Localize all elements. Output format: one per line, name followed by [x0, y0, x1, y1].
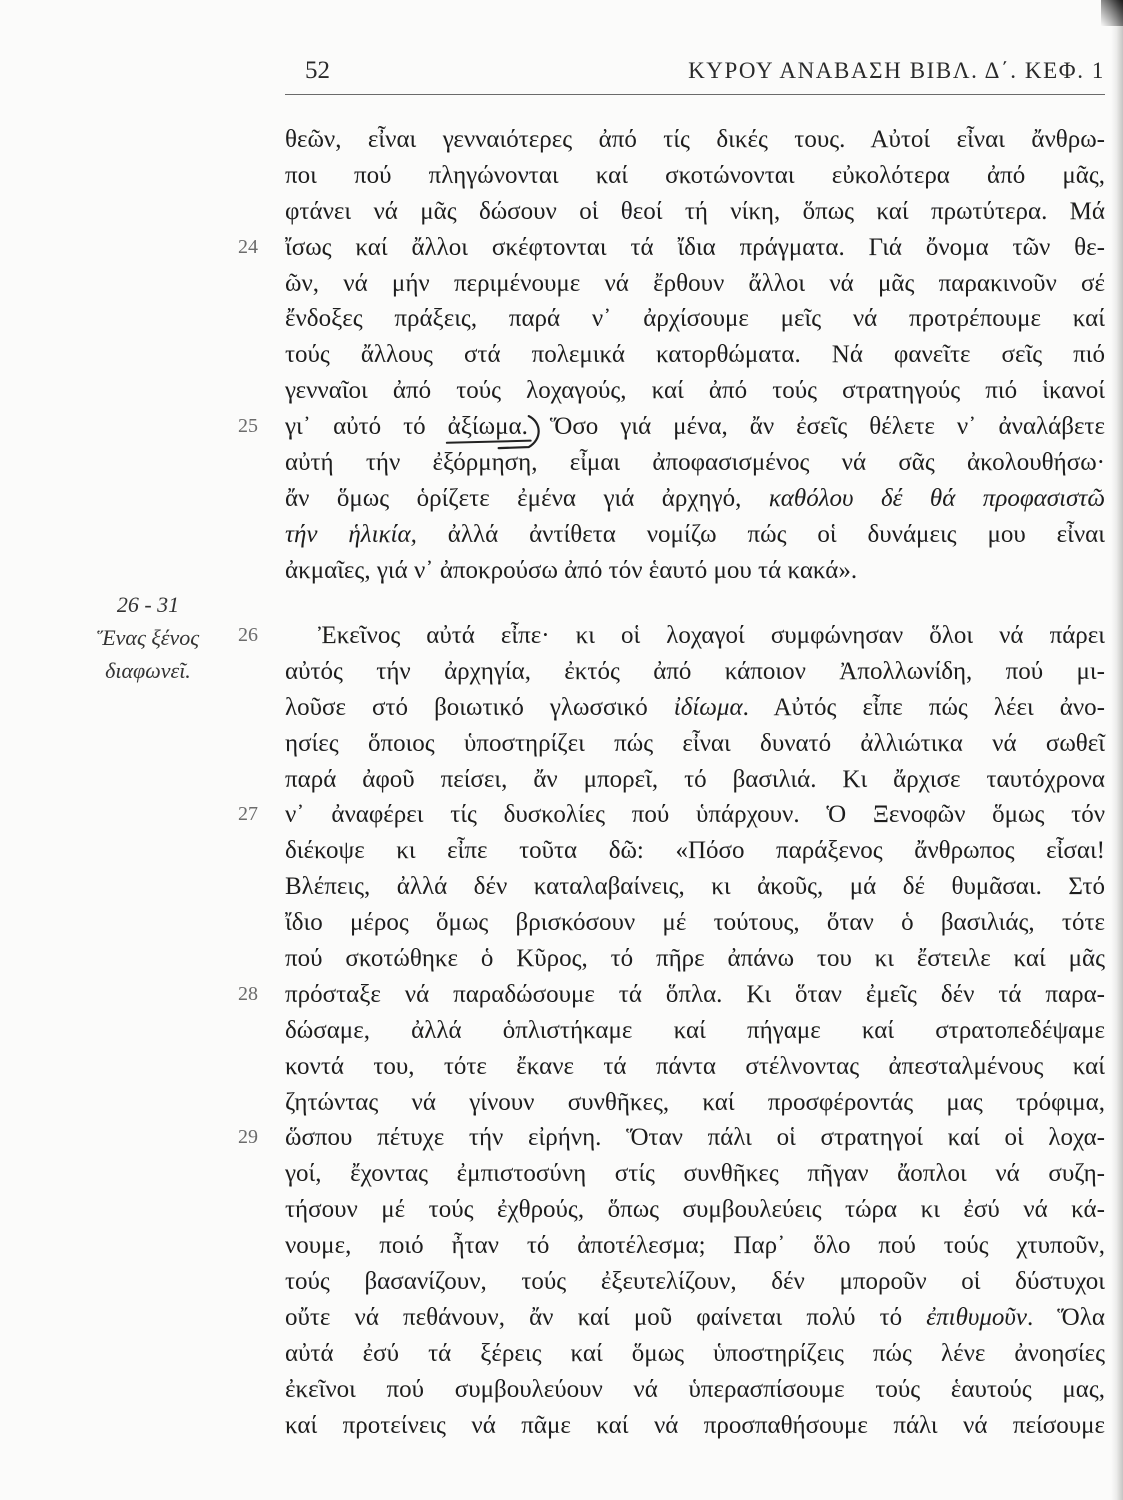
margin-note-title-line-1: Ἕνας ξένος: [96, 625, 200, 650]
text-line: [285, 266, 1105, 302]
section-number: 27: [238, 803, 258, 826]
line-text: τούς βασανίζουν, τούς ἐξευτελίζουν, δέν μποροῦν οἱ δύστυχοι: [285, 1268, 1105, 1296]
line-text: οὔτε νά πεθάνουν, ἄν καί μοῦ φαίνεται πολύ τό: [285, 1303, 927, 1331]
line-text: καί προτείνεις νά πᾶμε καί νά προσπαθήσουμε πάλι νά πείσουμε: [285, 1411, 1105, 1439]
line-text: ησίες ὅποιος ὑποστηρίζει πώς εἶναι δυνατό ἀλλιώτικα νά σωθεῖ: [285, 729, 1105, 757]
line-text: ῶν, νά μήν περιμένουμε νά ἔρθουν ἄλλοι νά μᾶς παρακινοῦν σέ: [285, 269, 1105, 297]
text-line: [285, 553, 1105, 589]
italic-text: ἐπιθυμοῦν: [926, 1303, 1027, 1331]
line-text: . Αὐτός εἶπε πώς λέει ἀνο-: [742, 693, 1105, 721]
running-title: ΚΥΡΟΥ ΑΝΑΒΑΣΗ ΒΙΒΛ. Δ΄. ΚΕΦ. 1: [688, 58, 1105, 83]
line-text: τούς ἄλλους στά πολεμικά κατορθώματα. Νά φανεῖτε σεῖς πιό: [285, 341, 1105, 369]
section-number: 24: [238, 235, 258, 258]
line-text: πρόσταξε νά παραδώσουμε τά ὅπλα. Κι ὅταν ἐμεῖς δέν τά παρα-: [285, 980, 1105, 1008]
pen-marked-word: [448, 413, 528, 440]
text-line: [285, 1049, 1105, 1085]
page-number: 52: [305, 57, 330, 84]
line-text: νουμε, ποιό ἦταν τό ἀποτέλεσμα; Παρ᾽ ὅλο πού τούς χτυποῦν,: [285, 1232, 1105, 1260]
text-line: [238, 977, 1105, 1013]
line-text: αὐτά ἐσύ τά ξέρεις καί ὅμως ὑποστηρίζεις πώς λένε ἀνοησίες: [285, 1339, 1105, 1367]
text-line: [238, 409, 1105, 445]
section-number: 28: [238, 982, 258, 1005]
line-text: αὐτός τήν ἀρχηγία, ἐκτός ἀπό κάποιον Ἀπολλωνίδη, πού μι-: [285, 657, 1105, 685]
line-text: πού σκοτώθηκε ὁ Κῦρος, τό πῆρε ἀπάνω του κι ἔστειλε καί μᾶς: [285, 945, 1105, 973]
text-line: [285, 1336, 1105, 1372]
line-text: γενναῖοι ἀπό τούς λοχαγούς, καί ἀπό τούς στρατηγούς πιό ἱκανοί: [285, 377, 1105, 405]
paragraph: [238, 122, 1105, 589]
line-text: ὥσπου πέτυχε τήν εἰρήνη. Ὅταν πάλι οἱ στρατηγοί καί οἱ λοχα-: [285, 1124, 1105, 1152]
line-text: ἴδιο μέρος ὅμως βρισκόσουν μέ τούτους, ὅταν ὁ βασιλιάς, τότε: [285, 909, 1105, 937]
text-line: [238, 618, 1105, 654]
text-line: [285, 726, 1105, 762]
line-text: φτάνει νά μᾶς δώσουν οἱ θεοί τή νίκη, ὅπως καί πρωτύτερα. Μά: [285, 197, 1105, 225]
text-line: [285, 869, 1105, 905]
line-text: γοί, ἔχοντας ἐμπιστοσύνη στίς συνθῆκες πῆγαν ἄοπλοι νά συζη-: [285, 1160, 1105, 1188]
section-number: 25: [238, 415, 258, 438]
text-line: [285, 690, 1105, 726]
text-line: [285, 941, 1105, 977]
line-text: ἀκμαῖες, γιά ν᾽ ἀποκρούσω ἀπό τόν ἑαυτό μου τά κακά».: [285, 556, 858, 584]
line-text: Βλέπεις, ἀλλά δέν καταλαβαίνεις, κι ἀκοῦς, μά δέ θυμᾶσαι. Στό: [285, 873, 1105, 901]
text-line: [285, 1372, 1105, 1408]
line-text: ποι πού πληγώνονται καί σκοτώνονται εὐκολότερα ἀπό μᾶς,: [285, 161, 1105, 189]
text-line: [285, 905, 1105, 941]
line-text: Ὅσο γιά μένα, ἄν ἐσεῖς θέλετε ν᾽ ἀναλάβετε: [527, 413, 1105, 441]
margin-note-title-line-2: διαφωνεῖ.: [105, 658, 191, 683]
section-number: 29: [238, 1126, 258, 1149]
text-line: [238, 797, 1105, 833]
text-line: [285, 1408, 1105, 1444]
paragraph: [238, 618, 1105, 1443]
line-text: ἄν ὅμως ὁρίζετε ἐμένα γιά ἀρχηγό,: [285, 484, 769, 512]
text-line: [285, 654, 1105, 690]
margin-note: [68, 588, 228, 687]
text-line: [285, 833, 1105, 869]
line-text: ν᾽ ἀναφέρει τίς δυσκολίες πού ὑπάρχουν. Ὁ Ξενοφῶν ὅμως τόν: [285, 801, 1105, 829]
italic-text: ἰδίωμα: [673, 693, 743, 721]
line-text: διέκοψε κι εἶπε τοῦτα δῶ: «Πόσο παράξενος ἄνθρωπος εἶσαι!: [285, 837, 1105, 865]
text-line: [238, 1120, 1105, 1156]
line-text: ἀλλά ἀντίθετα νομίζω πώς οἱ δυνάμεις μου εἶναι: [416, 520, 1105, 548]
text-line: [285, 762, 1105, 798]
line-text: ἴσως καί ἄλλοι σκέφτονται τά ἴδια πράγματα. Γιά ὄνομα τῶν θε-: [285, 233, 1105, 261]
line-text: ἐκεῖνοι πού συμβουλεύουν νά ὑπερασπίσουμε τούς ἑαυτούς μας,: [285, 1375, 1105, 1403]
text-line: [285, 1300, 1105, 1336]
text-line: [285, 337, 1105, 373]
scan-corner-shadow: [1101, 0, 1123, 26]
text-line: [285, 373, 1105, 409]
line-text: θεῶν, εἶναι γενναιότερες ἀπό τίς δικές τους. Αὐτοί εἶναι ἄνθρω-: [285, 126, 1105, 153]
scan-edge-shadow: [1111, 0, 1123, 1500]
text-line: [285, 122, 1105, 158]
line-text: τήσουν μέ τούς ἐχθρούς, ὅπως συμβουλεύεις τώρα κι ἐσύ νά κά-: [285, 1196, 1105, 1224]
line-text: λοῦσε στό βοιωτικό γλωσσικό: [285, 693, 674, 721]
text-line: [285, 1192, 1105, 1228]
text-line: [285, 1264, 1105, 1300]
line-text: παρά ἀφοῦ πείσει, ἄν μπορεῖ, τό βασιλιά. Κι ἄρχισε ταυτόχρονα: [285, 765, 1105, 793]
line-text: αὐτή τήν ἐξόρμηση, εἶμαι ἀποφασισμένος νά σᾶς ἀκολουθήσω·: [285, 449, 1105, 477]
italic-text: καθόλου δέ θά προφασιστῶ: [768, 484, 1105, 512]
text-line: [285, 481, 1105, 517]
line-text: ἔνδοξες πράξεις, παρά ν᾽ ἀρχίσουμε μεῖς νά προτρέπουμε καί: [285, 305, 1105, 333]
line-text: Ἐκεῖνος αὐτά εἶπε· κι οἱ λοχαγοί συμφώνησαν ὅλοι νά πάρει: [318, 622, 1105, 649]
text-line: [285, 517, 1105, 553]
text-line: [238, 230, 1105, 266]
line-text: ζητώντας νά γίνουν συνθῆκες, καί προσφέροντάς μας τρόφιμα,: [285, 1088, 1105, 1116]
text-line: [285, 301, 1105, 337]
text-line: [285, 158, 1105, 194]
section-number: 26: [238, 624, 258, 646]
text-line: [285, 1013, 1105, 1049]
text-line: [285, 1228, 1105, 1264]
text-line: [285, 445, 1105, 481]
line-text: κοντά του, τότε ἔκανε τά πάντα στέλνοντας ἀπεσταλμένους καί: [285, 1052, 1105, 1080]
text-line: [285, 194, 1105, 230]
header-rule: [285, 94, 1105, 95]
line-text: γι᾽ αὐτό τό: [285, 413, 448, 441]
line-text: . Ὅλα: [1026, 1303, 1105, 1331]
text-line: [285, 1085, 1105, 1121]
margin-note-range: 26 - 31: [116, 592, 180, 617]
italic-text: τήν ἡλικία,: [285, 520, 417, 548]
marked-word-text: ἀξίωμα.: [447, 413, 528, 441]
line-text: δώσαμε, ἀλλά ὁπλιστήκαμε καί πήγαμε καί στρατοπεδέψαμε: [285, 1016, 1105, 1044]
text-line: [285, 1156, 1105, 1192]
